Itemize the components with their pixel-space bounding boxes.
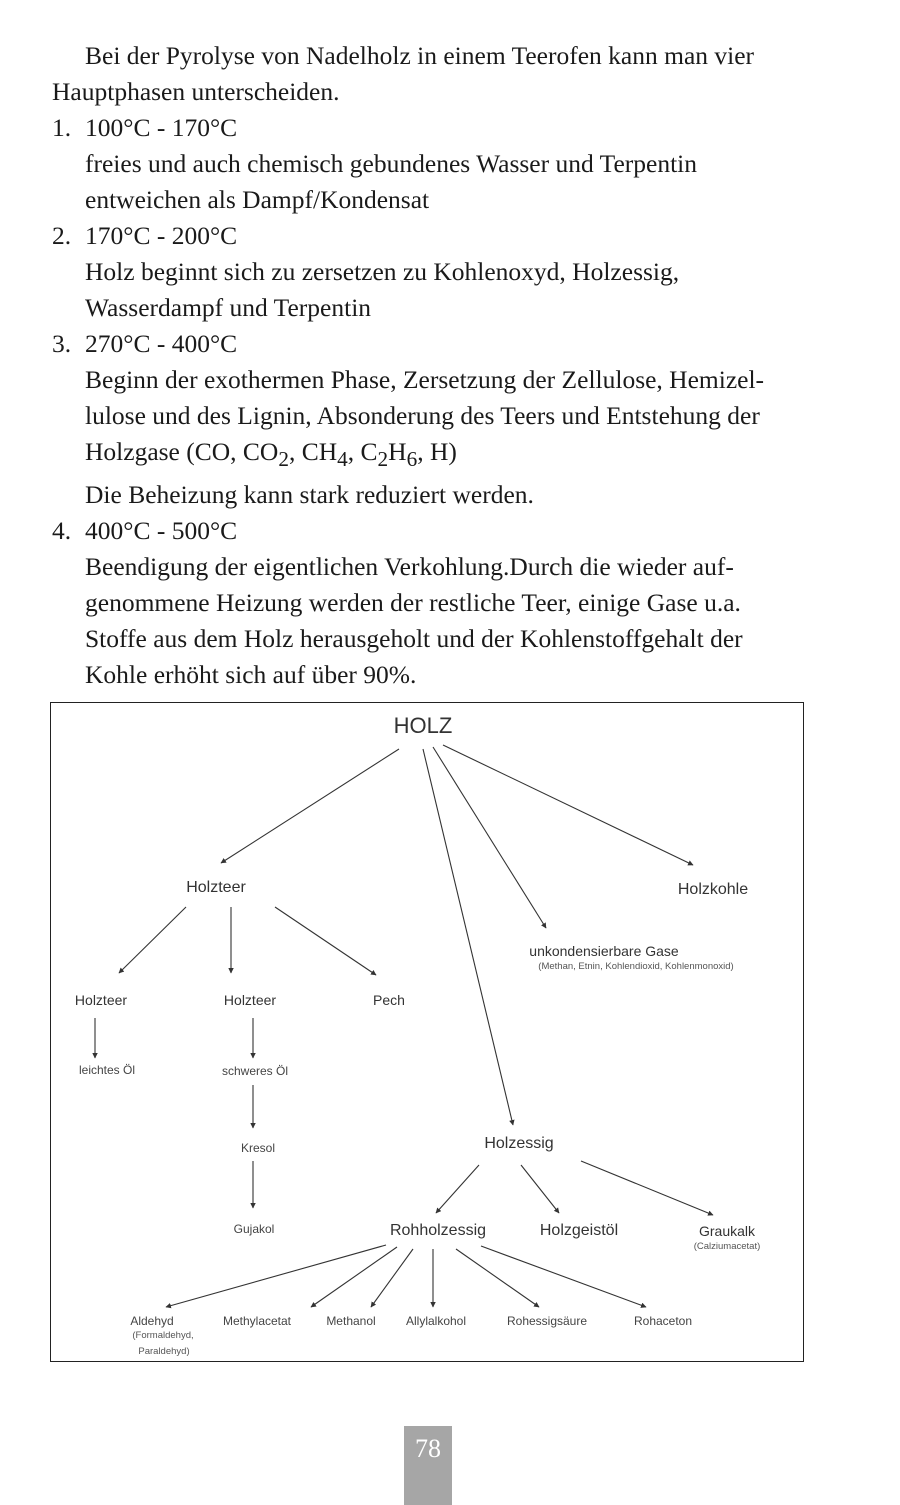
arrow-holz-gase — [433, 747, 546, 928]
phase-range: 100°C - 170°C — [85, 113, 238, 142]
node-holzgeistoel: Holzgeistöl — [539, 1222, 619, 1239]
phase-number: 1. — [52, 113, 72, 142]
node-rohessigsaeure: Rohessigsäure — [506, 1314, 588, 1328]
arrow-graukalk — [581, 1161, 713, 1215]
page-number: 78 — [415, 1434, 441, 1463]
node-gase-detail: (Methan, Etnin, Kohlendioxid, Kohlenmonoxid) — [538, 961, 734, 972]
phase-line: freies und auch chemisch gebundenes Wasser und Terpentin — [85, 149, 697, 178]
node-schweres-oel: schweres Öl — [221, 1064, 289, 1078]
node-aldehyd: Aldehyd — [130, 1314, 174, 1328]
phase-range: 270°C - 400°C — [85, 329, 238, 358]
node-holzessig: Holzessig — [484, 1135, 554, 1152]
node-holz: HOLZ — [393, 713, 453, 738]
node-holzteer-left: Holzteer — [74, 992, 128, 1008]
phase-2 — [52, 218, 822, 326]
phase-line: Wasserdampf und Terpentin — [85, 293, 372, 322]
arrow-rohholzessig — [436, 1165, 479, 1213]
arrow-aldehyd — [166, 1245, 386, 1307]
node-kresol: Kresol — [240, 1141, 276, 1155]
arrow-rohaceton — [481, 1246, 646, 1307]
node-methanol: Methanol — [326, 1314, 376, 1328]
arrow-holzgeistoel — [521, 1165, 559, 1213]
node-aldehyd-detail-2: Paraldehyd) — [138, 1346, 190, 1357]
body-text — [52, 38, 822, 693]
phase-line: lulose und des Lignin, Absonderung des Teers und Entstehung der — [85, 401, 760, 430]
arrow-methanol — [371, 1249, 413, 1307]
phase-number: 3. — [52, 329, 72, 358]
node-rohaceton: Rohaceton — [633, 1314, 693, 1328]
phase-number: 4. — [52, 516, 72, 546]
phase-range: 400°C - 500°C — [85, 516, 238, 546]
node-rohholzessig: Rohholzessig — [389, 1222, 487, 1239]
node-gujakol: Gujakol — [233, 1222, 275, 1236]
intro-paragraph: Bei der Pyrolyse von Nadelholz in einem Teerofen kann man vier Hauptphasen unterscheiden. — [52, 41, 755, 106]
node-graukalk-detail: (Calziumacetat) — [693, 1241, 761, 1252]
arrow-rohessigsaeure — [456, 1249, 539, 1307]
phase-4 — [52, 513, 822, 693]
phase-line: Beendigung der eigentlichen Verkohlung.Durch die wieder auf- — [85, 552, 734, 582]
phase-line: Holz beginnt sich zu zersetzen zu Kohlenoxyd, Holzessig, — [85, 257, 680, 286]
phase-range: 170°C - 200°C — [85, 221, 238, 250]
node-unkondensierbare-gase: unkondensierbare Gase — [529, 943, 679, 959]
arrow-methylacetat — [311, 1247, 397, 1307]
phase-line: genommene Heizung werden der restliche Teer, einige Gase u.a. — [85, 588, 741, 618]
phase-line: Die Beheizung kann stark reduziert werden. — [85, 480, 534, 510]
node-leichtes-oel: leichtes Öl — [78, 1063, 136, 1077]
phase-line: Kohle erhöht sich auf über 90%. — [85, 660, 417, 690]
phase-3 — [52, 326, 822, 513]
arrow-holz-holzkohle — [443, 745, 693, 865]
holzgase-formula-line: Holzgase (CO, $CO_2$, $CH_4$, $C_2H_6$, H) — [85, 437, 457, 472]
arrow-holzteer-pech — [275, 907, 376, 975]
node-holzteer: Holzteer — [186, 879, 246, 896]
phase-number: 2. — [52, 221, 72, 250]
page-number-box — [404, 1426, 452, 1505]
pyrolysis-product-diagram — [50, 702, 804, 1362]
node-graukalk: Graukalk — [698, 1223, 756, 1239]
phase-line: entweichen als Dampf/Kondensat — [85, 185, 430, 214]
phase-line: Stoffe aus dem Holz herausgeholt und der Kohlenstoffgehalt der — [85, 624, 743, 654]
arrow-holz-holzteer — [221, 749, 399, 863]
node-aldehyd-detail-1: (Formaldehyd, — [132, 1330, 194, 1341]
phase-line: Beginn der exothermen Phase, Zersetzung der Zellulose, Hemizel- — [85, 365, 765, 394]
arrow-holzteer-left — [119, 907, 186, 973]
diagram-arrows — [51, 703, 805, 1363]
node-holzkohle: Holzkohle — [677, 881, 749, 898]
arrow-holz-holzessig — [423, 749, 513, 1125]
phase-1 — [52, 110, 822, 218]
node-allylalkohol: Allylalkohol — [405, 1314, 467, 1328]
node-pech: Pech — [373, 992, 405, 1008]
node-methylacetat: Methylacetat — [222, 1314, 292, 1328]
node-holzteer-mid: Holzteer — [223, 992, 277, 1008]
